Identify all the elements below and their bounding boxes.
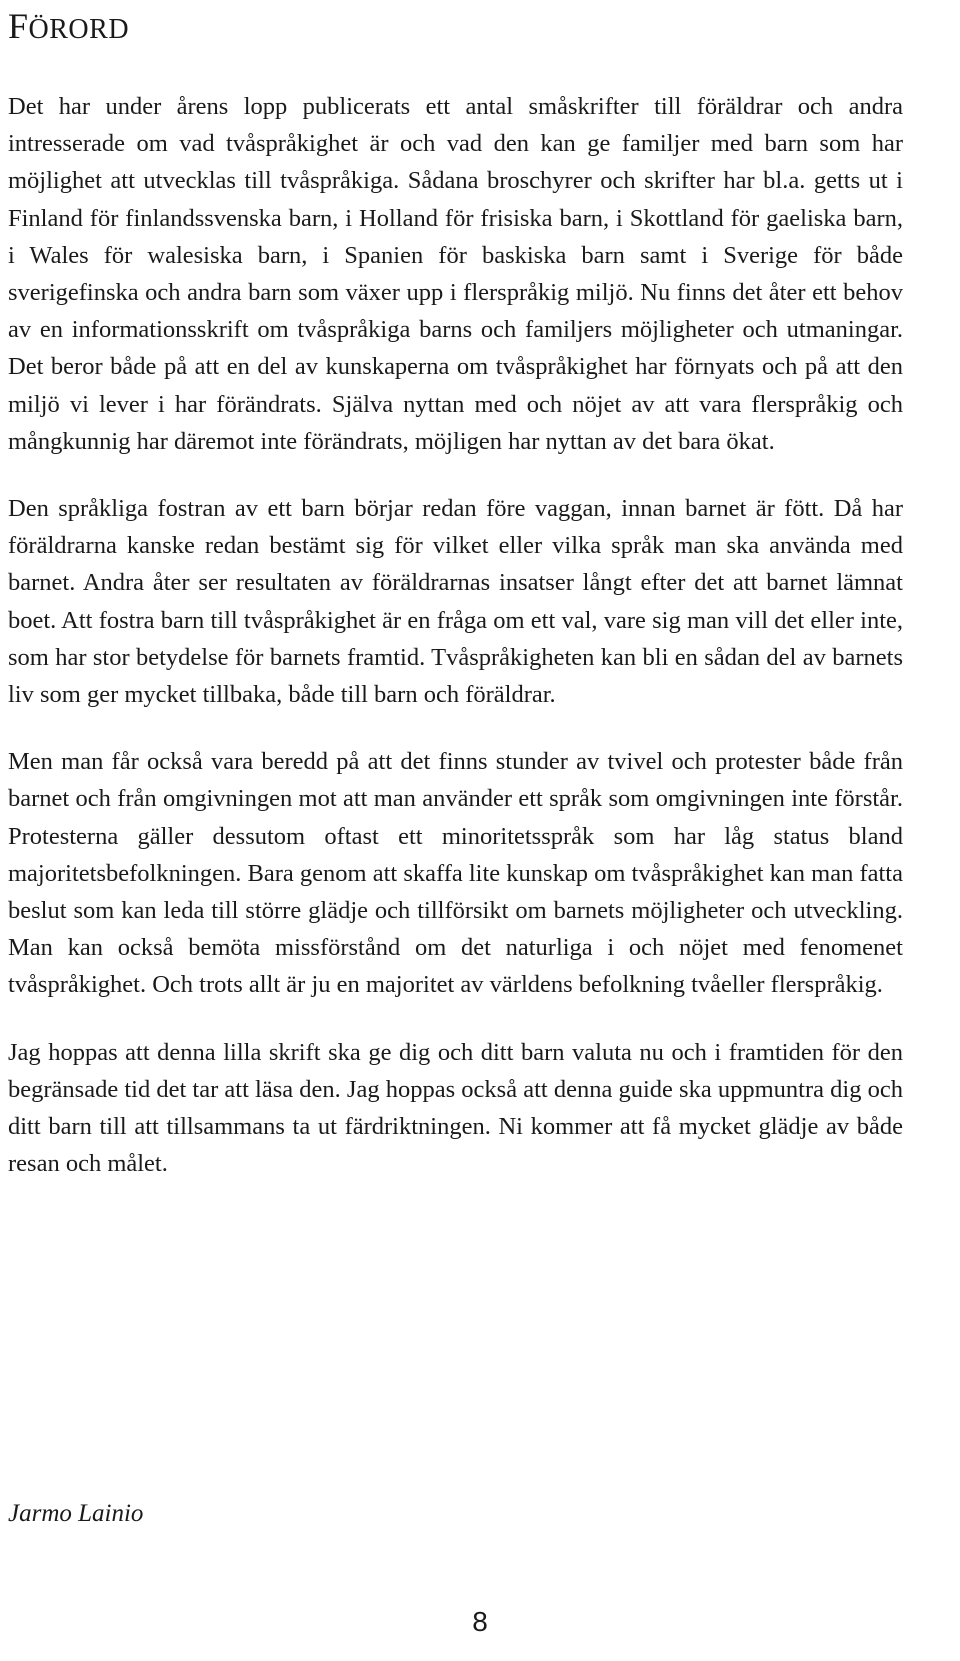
page-number: 8 (472, 1606, 488, 1637)
page-title (8, 6, 129, 50)
body-text (8, 88, 903, 1182)
paragraph-4: Jag hoppas att denna lilla skrift ska ge dig och ditt barn valuta nu och i framtiden för den begränsade tid det tar att läsa den. Jag hoppas också att denna guide ska uppmuntra dig och ditt barn till att tillsammans ta ut färdriktningen. Ni kommer att få mycket glädje av både resan och målet. (8, 1038, 903, 1178)
author-signature: Jarmo Lainio (8, 1500, 144, 1527)
paragraph-1: Det har under årens lopp publicerats ett antal småskrifter till föräldrar och andra intresserade om vad tvåspråkighet är och vad den kan ge familjer med barn som har möjlighet att utvecklas till tvåspråkiga. Sådana broschyrer och skrifter har bl.a. getts ut i Finland för finlandssvenska barn, i Holland för frisiska barn, i Skottland för gaeliska barn, i Wales för walesiska barn, i Spanien för baskiska barn samt i Sverige för både sverigefinska och andra barn som växer upp i flerspråkig miljö. Nu finns det åter ett behov av en informationsskrift om tvåspråkiga barns och familjers möjligheter och utmaningar. Det beror både på att en del av kunskaperna om tvåspråkighet har förnyats och på att den miljö vi lever i har förändrats. Själva nyttan med och nöjet av att vara flerspråkig och mångkunnig har däremot inte förändrats, möjligen har nyttan av det bara ökat. (8, 93, 903, 455)
page-title-initial: F (8, 6, 29, 46)
paragraph-3: Men man får också vara beredd på att det finns stunder av tvivel och protester både från barnet och från omgivningen mot att man använder ett språk som omgivningen inte förstår. Protesterna gäller dessutom oftast ett minoritetsspråk som har låg status bland majoritetsbefolkningen. Bara genom att skaffa lite kunskap om tvåspråkighet kan man fatta beslut som kan leda till större glädje och tillförsikt om barnets möjligheter och utveckling. Man kan också bemöta missförstånd om det naturliga i och nöjet med fenomenet tvåspråkighet. Och trots allt är ju en majoritet av världens befolkning tvåeller flerspråkig. (8, 748, 903, 999)
paragraph-2: Den språkliga fostran av ett barn börjar redan före vaggan, innan barnet är fött. Då har föräldrarna kanske redan bestämt sig för vilket eller vilka språk man ska använda med barnet. Andra åter ser resultaten av föräldrarnas insatser långt efter det att barnet lämnat boet. Att fostra barn till tvåspråkighet är en fråga om ett val, vare sig man vill det eller inte, som har stor betydelse för barnets framtid. Tvåspråkigheten kan bli en sådan del av barnets liv som ger mycket tillbaka, både till barn och föräldrar. (8, 495, 903, 709)
page-title-rest: ÖRORD (28, 14, 130, 45)
